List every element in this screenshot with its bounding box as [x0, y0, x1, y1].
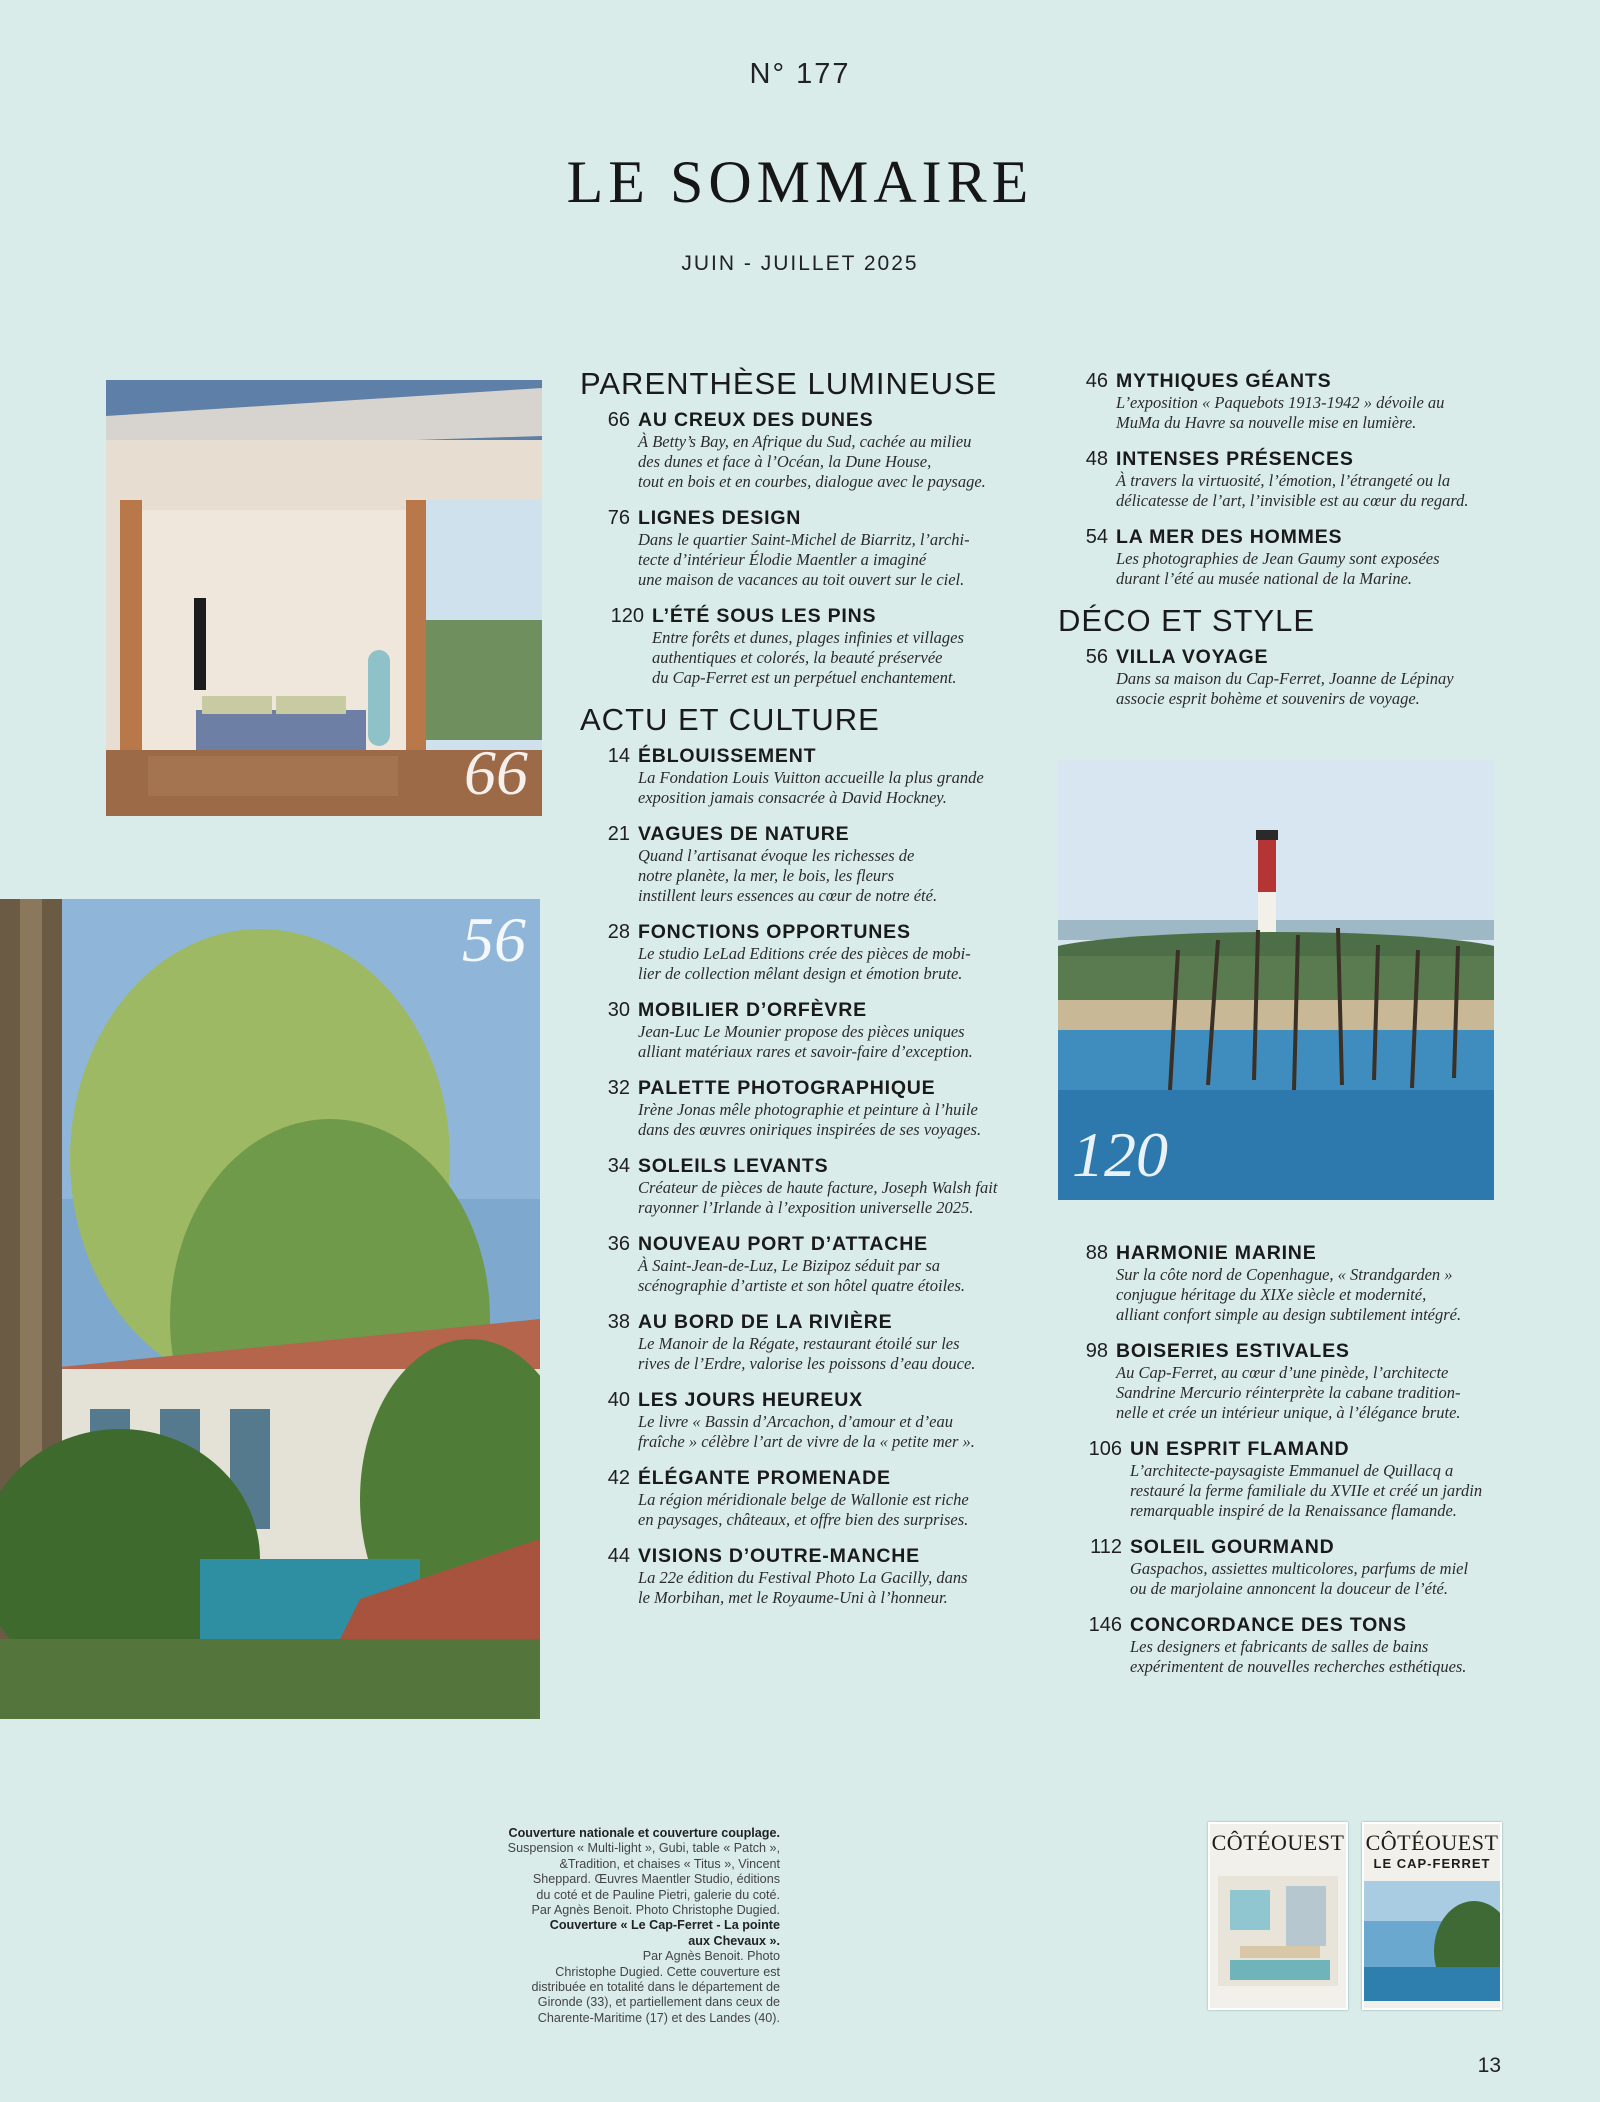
toc-entry-body — [1116, 1241, 1508, 1325]
toc-entry-description: MuMa du Havre sa nouvelle mise en lumière. — [1116, 413, 1417, 432]
toc-entry-title: L’ÉTÉ SOUS LES PINS — [652, 605, 877, 627]
cover-credits — [450, 1826, 780, 2026]
toc-entry-title: ÉLÉGANTE PROMENADE — [638, 1467, 891, 1489]
toc-entry-title: FONCTIONS OPPORTUNES — [638, 921, 911, 943]
toc-entry-title: MYTHIQUES GÉANTS — [1116, 370, 1332, 392]
toc-entry-description: remarquable inspiré de la Renaissance flamande. — [1130, 1501, 1457, 1520]
cover-masthead: CÔTÉOUEST — [1365, 1830, 1499, 1855]
toc-entry-description: Au Cap-Ferret, au cœur d’une pinède, l’architecte — [1116, 1363, 1449, 1382]
credit-lines — [450, 1841, 780, 1918]
cover-masthead: CÔTÉOUEST — [1211, 1830, 1345, 1855]
toc-page-number: 14 — [607, 745, 630, 767]
toc-entry — [1058, 447, 1508, 511]
toc-entry-title: LA MER DES HOMMES — [1116, 526, 1343, 548]
toc-entry-description: tout en bois et en courbes, dialogue avec le paysage. — [638, 472, 986, 491]
toc-entry-title: HARMONIE MARINE — [1116, 1242, 1317, 1264]
toc-entry — [1058, 1241, 1508, 1325]
toc-page-number: 42 — [607, 1467, 630, 1489]
toc-page-number: 36 — [607, 1233, 630, 1255]
toc-page-number: 32 — [607, 1077, 630, 1099]
section-title: PARENTHÈSE LUMINEUSE — [580, 366, 998, 401]
toc-entry-title: LIGNES DESIGN — [638, 507, 802, 529]
toc-entry-description: le Morbihan, met le Royaume-Uni à l’honneur. — [638, 1588, 948, 1607]
toc-entry-description: expérimentent de nouvelles recherches esthétiques. — [1130, 1657, 1467, 1676]
credit-line: Suspension « Multi-light », Gubi, table « Patch », — [507, 1841, 780, 1856]
toc-entry-description: La 22e édition du Festival Photo La Gacilly, dans — [638, 1568, 968, 1587]
credit-line: Gironde (33), et partiellement dans ceux de — [537, 1995, 780, 2010]
toc-entry-description: Gaspachos, assiettes multicolores, parfums de miel — [1130, 1559, 1469, 1578]
toc-entry-title: VAGUES DE NATURE — [638, 823, 850, 845]
toc-entry-title: SOLEIL GOURMAND — [1130, 1536, 1335, 1558]
toc-entry-body — [1116, 1339, 1508, 1423]
toc-entry-description: lier de collection mêlant design et émotion brute. — [638, 964, 963, 983]
toc-entry-title: VISIONS D’OUTRE-MANCHE — [638, 1545, 920, 1567]
toc-entry-description: Le livre « Bassin d’Arcachon, d’amour et d’eau — [638, 1412, 953, 1431]
toc-entry — [580, 744, 1032, 808]
toc-entry-description: À travers la virtuosité, l’émotion, l’étrangeté ou la — [1116, 471, 1451, 490]
toc-entry-body — [638, 1076, 1032, 1140]
section-title: ACTU ET CULTURE — [580, 702, 880, 737]
toc-entry — [1058, 1339, 1508, 1423]
toc-entry — [580, 408, 1032, 492]
toc-page-number: 56 — [1085, 646, 1108, 668]
toc-column-right-top — [1058, 369, 1508, 723]
toc-page-number: 30 — [607, 999, 630, 1021]
toc-entry-description: Les photographies de Jean Gaumy sont exposées — [1116, 549, 1440, 568]
toc-entry-description: rayonner l’Irlande à l’exposition universelle 2025. — [638, 1198, 974, 1217]
toc-page-number: 120 — [610, 605, 644, 627]
toc-entry-description: Dans le quartier Saint-Michel de Biarritz, l’archi- — [638, 530, 970, 549]
toc-entry-description: Créateur de pièces de haute facture, Joseph Walsh fait — [638, 1178, 998, 1197]
toc-entry-description: fraîche » célèbre l’art de vivre de la « petite mer ». — [638, 1432, 975, 1451]
toc-entry-title: AU CREUX DES DUNES — [638, 409, 874, 431]
toc-entry-body — [638, 1388, 1032, 1452]
toc-entry-description: Irène Jonas mêle photographie et peinture à l’huile — [638, 1100, 978, 1119]
toc-page-number: 106 — [1088, 1438, 1122, 1460]
credit-line: du coté et de Pauline Pietri, galerie du coté. — [536, 1887, 780, 1902]
section-entries — [1058, 645, 1508, 709]
toc-entry-description: ou de marjolaine annoncent la douceur de l’été. — [1130, 1579, 1449, 1598]
toc-entry — [1058, 645, 1508, 709]
toc-entry-body — [1130, 1613, 1508, 1677]
toc-entry-description: en paysages, châteaux, et offre bien des surprises. — [638, 1510, 969, 1529]
page-title: LE SOMMAIRE — [566, 149, 1034, 215]
toc-page-number: 146 — [1088, 1614, 1122, 1636]
photo-villa-voyage — [0, 899, 540, 1719]
toc-entry-title: INTENSES PRÉSENCES — [1116, 448, 1354, 470]
toc-entry-description: Les designers et fabricants de salles de bains — [1130, 1637, 1429, 1656]
credit-line: &Tradition, et chaises « Titus », Vincent — [559, 1856, 780, 1871]
toc-entry-body — [638, 744, 1032, 808]
page-folio: 13 — [1477, 2054, 1501, 2077]
toc-entry-title: PALETTE PHOTOGRAPHIQUE — [638, 1077, 936, 1099]
toc-entry-description: Le studio LeLad Editions crée des pièces de mobi- — [638, 944, 971, 963]
toc-entry-description: alliant confort simple au design subtilement intégré. — [1116, 1305, 1462, 1324]
toc-entry-body — [638, 1232, 1032, 1296]
toc-entry — [1058, 1437, 1508, 1521]
toc-entry-description: Entre forêts et dunes, plages infinies et villages — [652, 628, 964, 647]
credit-line: distribuée en totalité dans le département de — [531, 1980, 780, 1995]
toc-page-number: 54 — [1085, 526, 1108, 548]
toc-entry — [580, 1466, 1032, 1530]
photo-cap-ferret — [1058, 760, 1494, 1200]
toc-entry-body — [638, 920, 1032, 984]
toc-entry-description: La région méridionale belge de Wallonie est riche — [638, 1490, 969, 1509]
toc-entry — [580, 1388, 1032, 1452]
toc-entry-description: Dans sa maison du Cap-Ferret, Joanne de Lépinay — [1116, 669, 1454, 688]
toc-entry-body — [638, 408, 1032, 492]
toc-entry-body — [1116, 525, 1508, 589]
toc-entry — [1058, 1613, 1508, 1677]
toc-entry-body — [638, 1466, 1032, 1530]
toc-entry-description: scénographie d’artiste et son hôtel quatre étoiles. — [638, 1276, 966, 1295]
toc-entry-title: VILLA VOYAGE — [1116, 646, 1269, 668]
toc-entry — [580, 998, 1032, 1062]
credit-line: Par Agnès Benoit. Photo Christophe Dugied. — [531, 1903, 780, 1918]
toc-entry-description: nelle et crée un intérieur unique, à l’élégance brute. — [1116, 1403, 1461, 1422]
toc-entry-description: À Betty’s Bay, en Afrique du Sud, cachée au milieu — [638, 432, 972, 451]
toc-page-number: 76 — [607, 507, 630, 529]
toc-entry-title: AU BORD DE LA RIVIÈRE — [638, 1311, 893, 1333]
toc-page-number: 40 — [607, 1389, 630, 1411]
toc-entry — [580, 506, 1032, 590]
toc-entry-body — [1130, 1535, 1508, 1599]
toc-entry — [1058, 369, 1508, 433]
toc-entry-description: Sur la côte nord de Copenhague, « Strandgarden » — [1116, 1265, 1453, 1284]
toc-entry — [580, 1154, 1032, 1218]
toc-entry-title: MOBILIER D’ORFÈVRE — [638, 999, 867, 1021]
photo-page-label: 120 — [1072, 1119, 1168, 1190]
credit-line: Christophe Dugied. Cette couverture est — [555, 1964, 780, 1979]
toc-entry-body — [638, 506, 1032, 590]
toc-entry-description: Le Manoir de la Régate, restaurant étoilé sur les — [638, 1334, 960, 1353]
credit-line: Charente-Maritime (17) et des Landes (40). — [537, 2010, 780, 2025]
toc-entry-body — [638, 822, 1032, 906]
toc-page-number: 88 — [1085, 1242, 1108, 1264]
credit-heading-2b: aux Chevaux ». — [688, 1933, 780, 1948]
toc-page-number: 38 — [607, 1311, 630, 1333]
toc-entry-description: rives de l’Erdre, valorise les poissons d’eau douce. — [638, 1354, 976, 1373]
toc-entry-title: CONCORDANCE DES TONS — [1130, 1614, 1407, 1636]
toc-entry-description: Sandrine Mercurio réinterprète la cabane tradition- — [1116, 1383, 1461, 1402]
toc-page-number: 112 — [1090, 1536, 1122, 1558]
toc-entry-description: tecte d’intérieur Élodie Maentler a imaginé — [638, 550, 927, 569]
toc-entry-description: À Saint-Jean-de-Luz, Le Bizipoz séduit par sa — [638, 1256, 941, 1275]
toc-entry — [580, 1232, 1032, 1296]
section-entries — [1058, 369, 1508, 589]
toc-entry-description: des dunes et face à l’Océan, la Dune House, — [638, 452, 932, 471]
toc-page-number: 21 — [607, 823, 630, 845]
toc-entry-title: ÉBLOUISSEMENT — [638, 745, 817, 767]
toc-entry-description: L’exposition « Paquebots 1913-1942 » dévoile au — [1116, 393, 1445, 412]
toc-entry-description: L’architecte-paysagiste Emmanuel de Quillacq a — [1130, 1461, 1454, 1480]
toc-entry-title: LES JOURS HEUREUX — [638, 1389, 863, 1411]
toc-page-number: 46 — [1085, 370, 1108, 392]
toc-entry-description: du Cap-Ferret est un perpétuel enchantement. — [652, 668, 957, 687]
toc-entry-description: durant l’été au musée national de la Marine. — [1116, 569, 1413, 588]
toc-entry-description: instillent leurs essences au cœur de notre été. — [638, 886, 938, 905]
credit-heading-2: Couverture « Le Cap-Ferret - La pointe — [549, 1918, 780, 1933]
toc-entry-description: associe esprit bohème et souvenirs de voyage. — [1116, 689, 1420, 708]
toc-column-right-bottom — [1058, 1241, 1508, 1691]
toc-entry-description: conjugue héritage du XIXe siècle et modernité, — [1116, 1285, 1427, 1304]
toc-entry-description: restauré la ferme familiale du XVIIe et créé un jardin — [1130, 1481, 1483, 1500]
toc-entry — [1058, 1535, 1508, 1599]
toc-entry-description: authentiques et colorés, la beauté préservée — [652, 648, 943, 667]
credit-line: Par Agnès Benoit. Photo — [642, 1949, 780, 1964]
toc-entry-title: UN ESPRIT FLAMAND — [1130, 1438, 1350, 1460]
toc-page-number: 66 — [607, 409, 630, 431]
toc-entry-body — [1116, 645, 1508, 709]
toc-entry — [580, 1310, 1032, 1374]
toc-entry — [580, 920, 1032, 984]
toc-page-number: 48 — [1085, 448, 1108, 470]
cover-cap-ferret — [1362, 1822, 1502, 2010]
cover-national — [1208, 1822, 1348, 2010]
photo-page-label: 66 — [464, 737, 528, 808]
photo-page-label: 56 — [462, 904, 526, 975]
toc-page-number: 98 — [1085, 1340, 1108, 1362]
section-title: DÉCO ET STYLE — [1058, 603, 1316, 638]
toc-entry-body — [652, 604, 1032, 688]
toc-entry — [580, 822, 1032, 906]
issue-number: N° 177 — [749, 58, 851, 90]
toc-entry-description: notre planète, la mer, le bois, les fleurs — [638, 866, 895, 885]
toc-entry-description: Quand l’artisanat évoque les richesses de — [638, 846, 915, 865]
toc-entry-body — [638, 1154, 1032, 1218]
credit-heading: Couverture nationale et couverture couplage. — [508, 1826, 780, 1840]
toc-entry-description: exposition jamais consacrée à David Hockney. — [638, 788, 947, 807]
section-entries — [580, 408, 1032, 688]
toc-page-number: 44 — [607, 1545, 630, 1567]
toc-entry-title: NOUVEAU PORT D’ATTACHE — [638, 1233, 928, 1255]
toc-entry-description: Jean-Luc Le Mounier propose des pièces uniques — [638, 1022, 965, 1041]
toc-entry — [1058, 525, 1508, 589]
toc-entry-description: alliant matériaux rares et savoir-faire d’exception. — [638, 1042, 973, 1061]
toc-page-number: 34 — [607, 1155, 630, 1177]
section-entries — [580, 744, 1032, 1608]
toc-entry-body — [1130, 1437, 1508, 1521]
toc-entry-title: BOISERIES ESTIVALES — [1116, 1340, 1350, 1362]
toc-entry — [580, 1544, 1032, 1608]
toc-page-number: 28 — [607, 921, 630, 943]
toc-entry-body — [1116, 369, 1508, 433]
toc-entry-description: une maison de vacances au toit ouvert sur le ciel. — [638, 570, 965, 589]
cover-subtitle: LE CAP-FERRET — [1373, 1856, 1491, 1871]
toc-entry-body — [1116, 447, 1508, 511]
issue-date: JUIN - JUILLET 2025 — [681, 252, 919, 275]
toc-entry-description: délicatesse de l’art, l’invisible est au cœur du regard. — [1116, 491, 1469, 510]
toc-entry-body — [638, 998, 1032, 1062]
toc-entry-body — [638, 1544, 1032, 1608]
photo-dune-house — [106, 380, 542, 816]
toc-entry — [580, 604, 1032, 688]
credit-lines-2 — [450, 1949, 780, 2026]
toc-entry-title: SOLEILS LEVANTS — [638, 1155, 829, 1177]
toc-entry-description: dans des œuvres oniriques inspirées de ses voyages. — [638, 1120, 982, 1139]
toc-column-left — [580, 366, 1032, 1622]
section-entries — [1058, 1241, 1508, 1677]
toc-entry-body — [638, 1310, 1032, 1374]
credit-line: Sheppard. Œuvres Maentler Studio, éditions — [532, 1872, 780, 1887]
toc-entry-description: La Fondation Louis Vuitton accueille la plus grande — [638, 768, 984, 787]
toc-entry — [580, 1076, 1032, 1140]
